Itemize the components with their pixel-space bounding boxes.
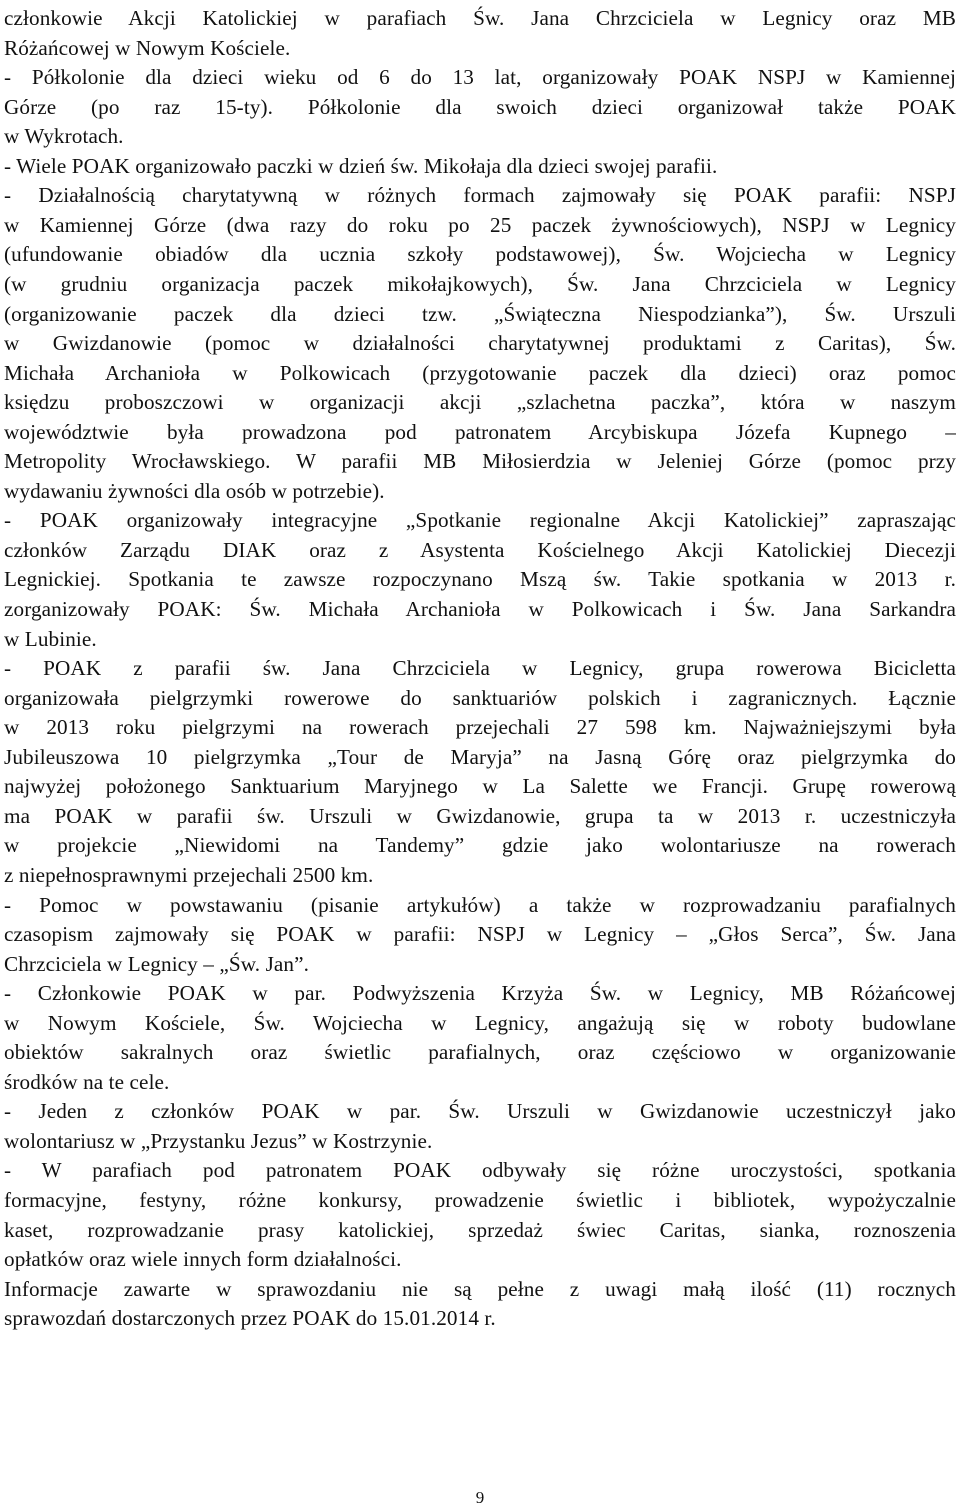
text-line: Chrzciciela w Legnicy – „Św. Jan”. (4, 951, 310, 976)
text-line: - Jeden z członków POAK w par. Św. Urszuli w Gwizdanowie uczestniczył jako (4, 1099, 956, 1124)
text-line: - POAK organizowały integracyjne „Spotkanie regionalne Akcji Katolickiej” zapraszając (4, 508, 956, 533)
text-line: - Pomoc w powstawaniu (pisanie artykułów) a także w rozprowadzaniu parafialnych (4, 892, 956, 917)
text-line: Michała Archanioła w Polkowicach (przygotowanie paczek dla dzieci) oraz pomoc (4, 360, 956, 385)
text-line: - W parafiach pod patronatem POAK odbywały się różne uroczystości, spotkania (4, 1158, 956, 1183)
text-line: obiektów sakralnych oraz świetlic parafialnych, oraz częściowo w organizowanie (4, 1040, 956, 1065)
text-line: sprawozdań dostarczonych przez POAK do 15.01.2014 r. (4, 1306, 496, 1331)
text-line: (organizowanie paczek dla dzieci tzw. „Świąteczna Niespodzianka”), Św. Urszuli (4, 301, 956, 326)
text-line: ma POAK w parafii św. Urszuli w Gwizdanowie, grupa ta w 2013 r. uczestniczyła (4, 803, 956, 828)
page-number: 9 (475, 1488, 485, 1507)
text-line: - Działalnością charytatywną w różnych formach zajmowały się POAK parafii: NSPJ (4, 183, 956, 208)
text-line: w Lubinie. (4, 626, 97, 651)
text-line: w Wykrotach. (4, 124, 124, 149)
text-line: zorganizowały POAK: Św. Michała Archanioła w Polkowicach i Św. Jana Sarkandra (4, 597, 956, 621)
text-line: najwyżej położonego Sanktuarium Maryjnego w La Salette we Francji. Grupę rowerową (4, 774, 956, 799)
text-line: Informacje zawarte w sprawozdaniu nie są pełne z uwagi małą ilość (11) rocznych (4, 1276, 956, 1301)
text-line: organizowała pielgrzymki rowerowe do sanktuariów polskich i zagranicznych. Łącznie (4, 685, 956, 710)
text-line: kaset, rozprowadzanie prasy katolickiej, sprzedaż świec Caritas, sianka, roznoszenia (4, 1217, 956, 1242)
text-line: województwie była prowadzona pod patronatem Arcybiskupa Józefa Kupnego – (4, 419, 956, 444)
text-line: Różańcowej w Nowym Kościele. (4, 35, 291, 60)
text-line: księdzu proboszczowi w organizacji akcji „szlachetna paczka”, która w naszym (4, 390, 956, 415)
text-line: opłatków oraz wiele innych form działalności. (4, 1247, 402, 1272)
text-line: Jubileuszowa 10 pielgrzymka „Tour de Maryja” na Jasną Górę oraz pielgrzymka do (4, 744, 956, 769)
text-line: wydawaniu żywności dla osób w potrzebie). (4, 478, 385, 503)
text-line: - Wiele POAK organizowało paczki w dzień św. Mikołaja dla dzieci swojej parafii. (4, 153, 718, 178)
text-line: czasopism zajmowały się POAK w parafii: NSPJ w Legnicy – „Głos Serca”, Św. Jana (4, 922, 956, 947)
text-line: członków Zarządu DIAK oraz z Asystenta Kościelnego Akcji Katolickiej Diecezji (4, 537, 956, 562)
text-line: - Półkolonie dla dzieci wieku od 6 do 13 lat, organizowały POAK NSPJ w Kamiennej (4, 65, 956, 90)
text-line: formacyjne, festyny, różne konkursy, prowadzenie świetlic i bibliotek, wypożyczalnie (4, 1188, 956, 1212)
text-line: wolontariusz w „Przystanku Jezus” w Kostrzynie. (4, 1128, 433, 1153)
text-line: w 2013 roku pielgrzymi na rowerach przejechali 27 598 km. Najważniejszymi była (4, 715, 956, 740)
text-line: w Nowym Kościele, Św. Wojciecha w Legnicy, angażują się w roboty budowlane (4, 1010, 956, 1035)
text-line: (ufundowanie obiadów dla ucznia szkoły podstawowej), Św. Wojciecha w Legnicy (4, 242, 956, 267)
text-line: Legnickiej. Spotkania te zawsze rozpoczynano Mszą św. Takie spotkania w 2013 r. (4, 567, 956, 592)
text-line: - POAK z parafii św. Jana Chrzciciela w Legnicy, grupa rowerowa Bicicletta (4, 656, 956, 681)
text-line: z niepełnosprawnymi przejechali 2500 km. (4, 862, 374, 887)
text-line: Metropolity Wrocławskiego. W parafii MB Miłosierdzia w Jeleniej Górze (pomoc przy (4, 449, 956, 474)
text-line: środków na te cele. (4, 1069, 170, 1094)
text-line: Górze (po raz 15-ty). Półkolonie dla swoich dzieci organizował także POAK (4, 94, 956, 119)
text-line: w projekcie „Niewidomi na Tandemy” gdzie jako wolontariusze na rowerach (4, 833, 956, 858)
text-line: (w grudniu organizacja paczek mikołajkowych), Św. Jana Chrzciciela w Legnicy (4, 271, 956, 296)
text-line: w Gwizdanowie (pomoc w działalności charytatywnej produktami z Caritas), Św. (4, 331, 956, 356)
text-line: - Członkowie POAK w par. Podwyższenia Krzyża Św. w Legnicy, MB Różańcowej (4, 981, 956, 1006)
text-line: w Kamiennej Górze (dwa razy do roku po 25 paczek żywnościowych), NSPJ w Legnicy (4, 212, 956, 237)
text-line: członkowie Akcji Katolickiej w parafiach Św. Jana Chrzciciela w Legnicy oraz MB (4, 6, 956, 30)
